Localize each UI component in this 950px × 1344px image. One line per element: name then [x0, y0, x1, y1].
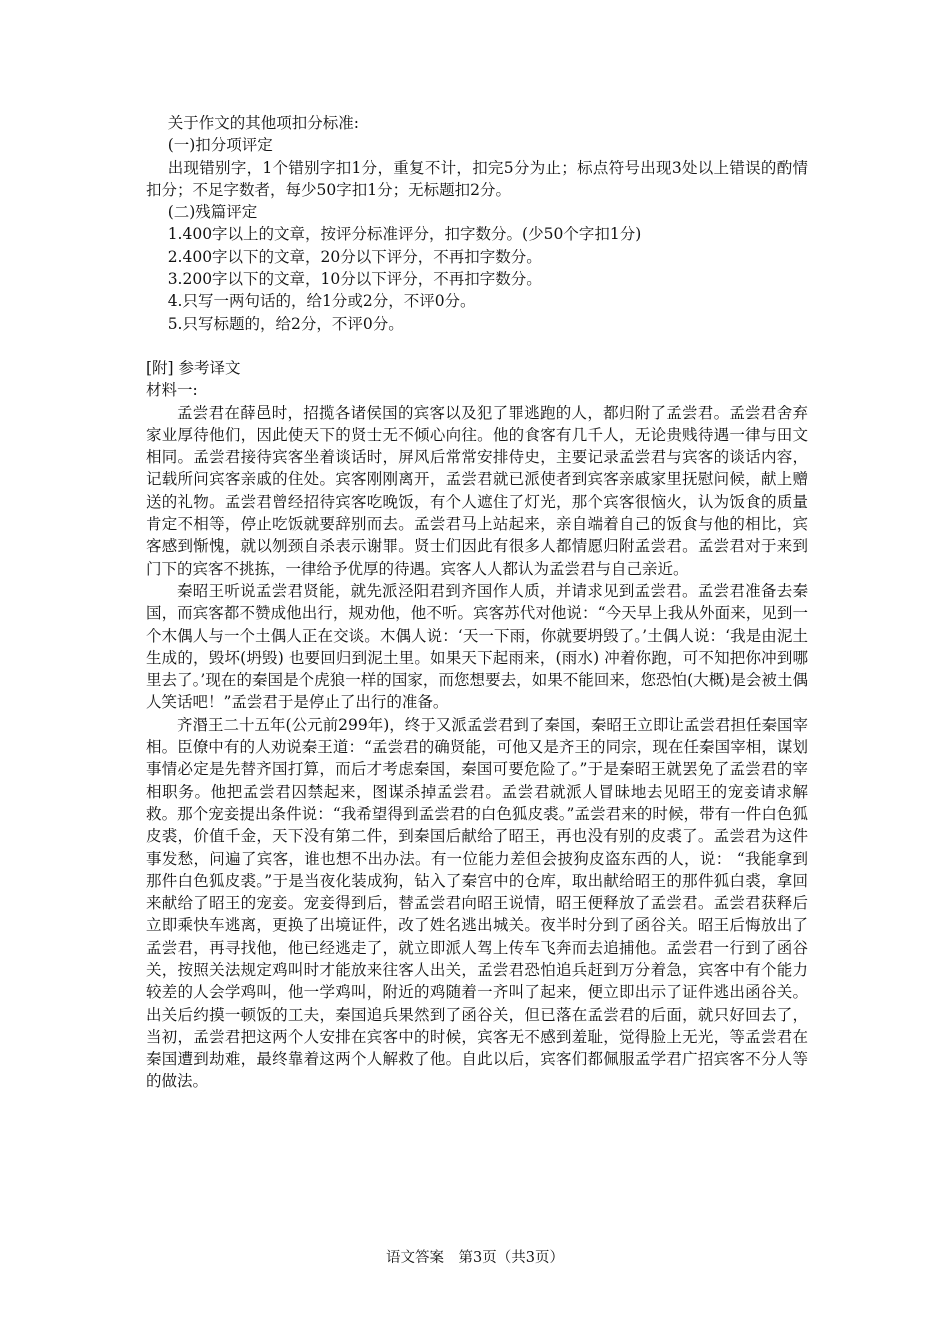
page-footer: 语文答案 第3页（共3页）	[386, 1250, 564, 1266]
translation-paragraph: 秦昭王听说孟尝君贤能，就先派泾阳君到齐国作人质，并请求见到孟尝君。孟尝君准备去秦国，而宾客都不赞成他出行，规劝他，他不听。宾客苏代对他说：“今天早上我从外面来，见到一个木偶人与一个土偶人正在交谈。木偶人说：‘天一下雨，你就要坍毁了。’土偶人说：‘我是由泥土生成的，毁坏(坍毁) 也要回归到泥土里。如果天下起雨来，(雨水) 冲着你跑，可不知把你冲到哪里去了。’现在的秦国是个虎狼一样的国家，而您想要去，如果不能回来，您恐怕(大概)是会被土偶人笑话吧！”孟尝君于是停止了出行的准备。	[146, 581, 808, 712]
translation-paragraph: 齐湣王二十五年(公元前299年)，终于又派孟尝君到了秦国，秦昭王立即让孟尝君担任秦国宰相。臣僚中有的人劝说秦王道：“孟尝君的确贤能，可他又是齐王的同宗，现在任秦国宰相，谋划事情必定是先替齐国打算，而后才考虑秦国，秦国可要危险了。”于是秦昭王就罢免了孟尝君的宰相职务。他把孟尝君囚禁起来，图谋杀掉孟尝君。孟尝君就派人冒昧地去见昭王的宠妾请求解救。那个宠妾提出条件说：“我希望得到孟尝君的白色狐皮裘。”孟尝君来的时候，带有一件白色狐皮裘，价值千金，天下没有第二件，到秦国后献给了昭王，再也没有别的皮裘了。孟尝君为这件事发愁，问遍了宾客，谁也想不出办法。有一位能力差但会披狗皮盗东西的人，说： “我能拿到那件白色狐皮裘。”于是当夜化装成狗，钻入了秦宫中的仓库，取出献给昭王的那件狐白裘，拿回来献给了昭王的宠妾。宠妾得到后，替孟尝君向昭王说情，昭王便释放了孟尝君。孟尝君获释后立即乘快车逃离，更换了出境证件，改了姓名逃出城关。夜半时分到了函谷关。昭王后悔放出了孟尝君，再寻找他，他已经逃走了，就立即派人驾上传车飞奔而去追捕他。孟尝君一行到了函谷关，按照关法规定鸡叫时才能放来往客人出关，孟尝君恐怕追兵赶到万分着急，宾客中有个能力较差的人会学鸡叫，他一学鸡叫，附近的鸡随着一齐叫了起来，便立即出示了证件逃出函谷关。出关后约摸一顿饭的工夫，秦国追兵果然到了函谷关，但已落在孟尝君的后面，就只好回去了，当初，孟尝君把这两个人安排在宾客中的时候，宾客无不感到羞耻，觉得脸上无光，等孟尝君在秦国遭到劫难，最终靠着这两个人解救了他。自此以后，宾客们都佩服孟学君广招宾客不分人等的做法。	[146, 715, 808, 1091]
translation-paragraph: 孟尝君在薛邑时，招揽各诸侯国的宾客以及犯了罪逃跑的人，都归附了孟尝君。孟尝君舍弃家业厚待他们，因此使天下的贤士无不倾心向往。他的食客有几千人，无论贵贱待遇一律与田文相同。孟尝君接待宾客坐着谈话时，屏风后常常安排侍史，主要记录孟尝君与宾客的谈话内容，记载所问宾客亲戚的住处。宾客刚刚离开，孟尝君就已派使者到宾客亲戚家里抚慰问候，献上赠送的礼物。孟尝君曾经招待宾客吃晚饭，有个人遮住了灯光，那个宾客很恼火，认为饭食的质量肯定不相等，停止吃饭就要辞别而去。孟尝君马上站起来，亲自端着自己的饭食与他的相比，宾客感到惭愧，就以刎颈自杀表示谢罪。贤士们因此有很多人都情愿归附孟尝君。孟尝君对于来到门下的宾客不挑拣，一律给予优厚的待遇。宾客人人都认为孟尝君与自己亲近。	[146, 403, 808, 578]
incomplete-item: 4.只写一两句话的，给1分或2分，不评0分。	[167, 292, 476, 311]
deduction-text: 出现错别字，1个错别字扣1分，重复不计，扣完5分为止；标点符号出现3处以上错误的酌情扣分；不足字数者，每少50字扣1分；无标题扣2分。	[146, 158, 808, 199]
page-content	[146, 112, 808, 1093]
appendix-title: [附] 参考译文	[146, 358, 241, 377]
incomplete-item: 1.400字以上的文章，按评分标准评分，扣字数分。(少50个字扣1分)	[167, 225, 642, 244]
material-label: 材料一:	[146, 381, 198, 400]
incomplete-title: (二)残篇评定	[167, 203, 258, 222]
deduction-title: (一)扣分项评定	[167, 136, 273, 155]
grading-heading: 关于作文的其他项扣分标准:	[167, 114, 359, 132]
incomplete-item: 3.200字以下的文章，10分以下评分，不再扣字数分。	[167, 270, 542, 289]
incomplete-item: 5.只写标题的，给2分，不评0分。	[167, 314, 404, 333]
incomplete-item: 2.400字以下的文章，20分以下评分，不再扣字数分。	[167, 247, 542, 266]
section-spacer	[146, 335, 808, 357]
